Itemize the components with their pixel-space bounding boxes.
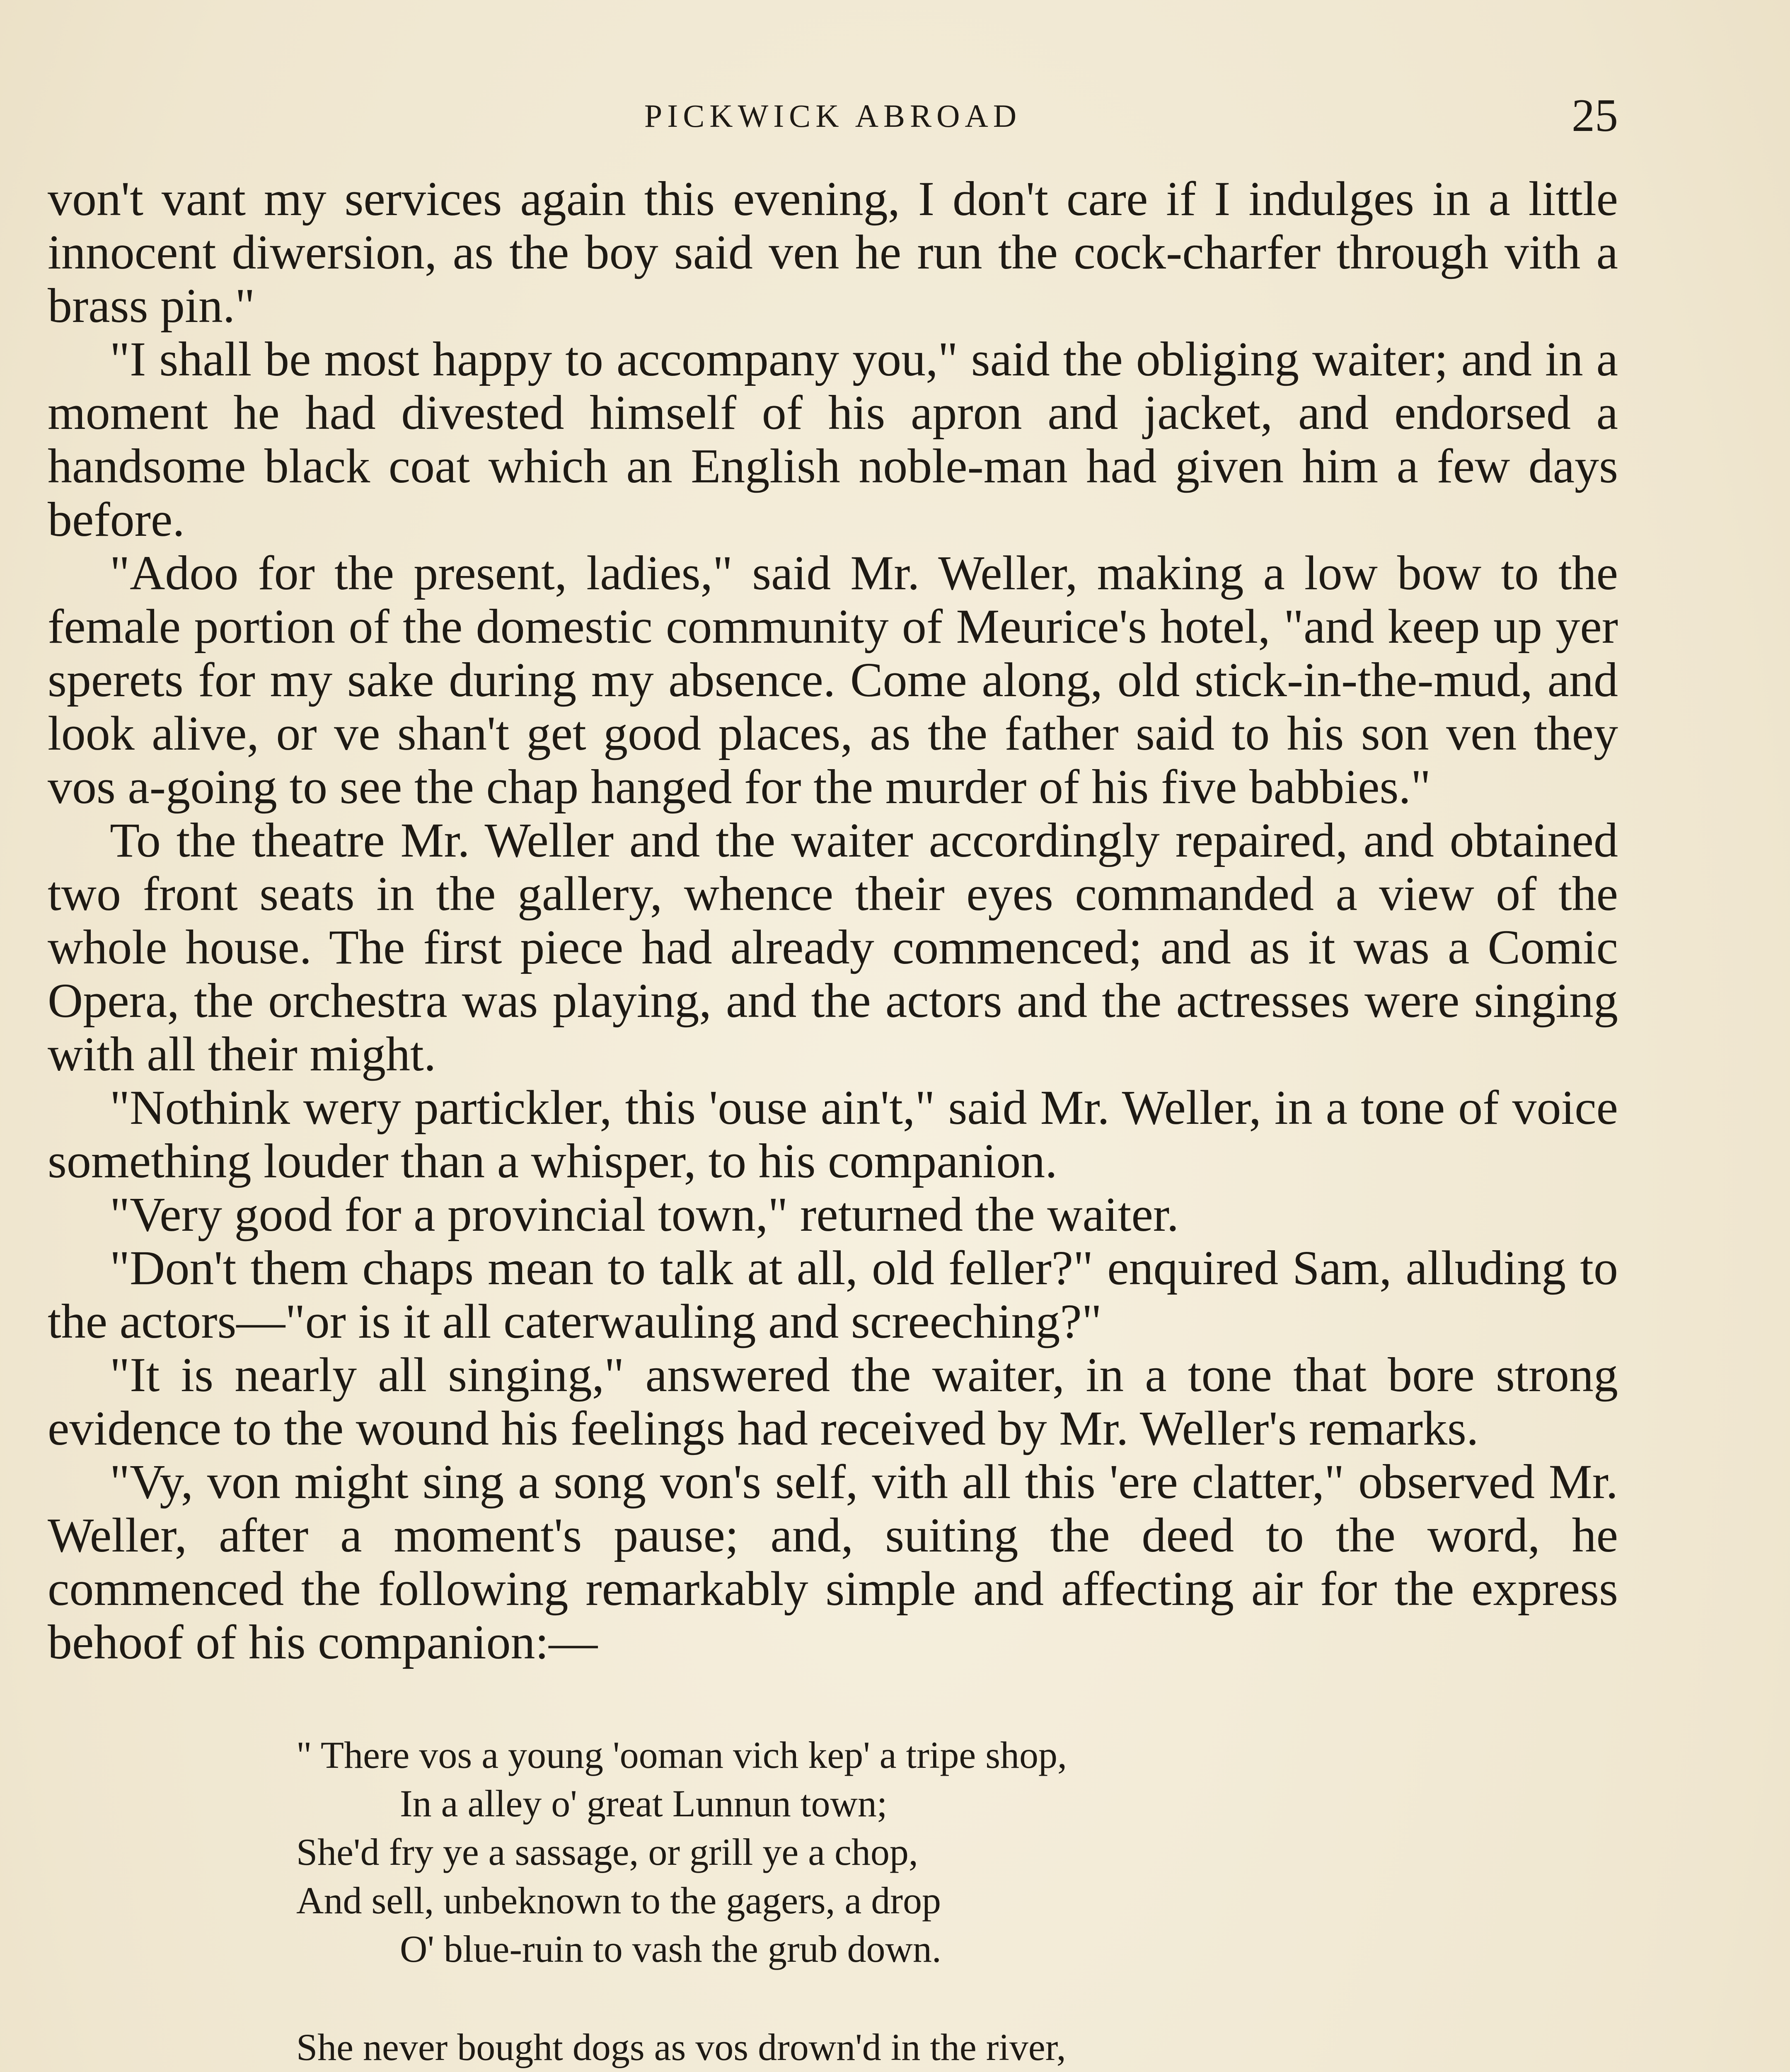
running-head (48, 89, 1618, 147)
song-line: She never bought dogs as vos drown'd in the river, (296, 2026, 1066, 2068)
song-line: " There vos a young 'ooman vich kep' a tripe shop, (296, 1734, 1067, 1776)
paragraph: "Nothink wery partickler, this 'ouse ain't," said Mr. Weller, in a tone of voice something louder than a whisper, to his companion. (48, 1080, 1618, 1188)
paragraph: "Vy, von might sing a song von's self, vith all this 'ere clatter," observed Mr. Weller, after a moment's pause; and, suiting the deed to the word, he commenced the following remarkably simple and affecting air for the express behoof of his companion:— (48, 1455, 1618, 1669)
running-title: PICKWICK ABROAD (644, 98, 1022, 134)
paragraph: "I shall be most happy to accompany you," said the obliging waiter; and in a moment he had divested himself of his apron and jacket, and endorsed a handsome black coat which an English noble-man had given him a few days before. (48, 332, 1618, 547)
body-text (48, 172, 1618, 2072)
song-line: She'd fry ye a sassage, or grill ye a chop, (296, 1831, 918, 1873)
song-verse (296, 1731, 1618, 2072)
page-number: 25 (1572, 90, 1618, 141)
paragraph: "Adoo for the present, ladies," said Mr. Weller, making a low bow to the female portion of the domestic community of Meurice's hotel, "and keep up yer sperets for my sake during my absence. Come along, old stick-in-the-mud, and look alive, or ve shan't get good places, as the father said to his son ven they vos a-going to see the chap hanged for the murder of his five babbies." (48, 546, 1618, 814)
paragraph: von't vant my services again this evening, I don't care if I indulges in a little innocent diwersion, as the boy said ven he run the cock-charfer through vith a brass pin." (48, 172, 1618, 333)
paragraph: "Very good for a provincial town," returned the waiter. (110, 1187, 1179, 1242)
song-stanza (296, 2023, 1618, 2072)
song-line: In a alley o' great Lunnun town; (400, 1782, 888, 1825)
song-line: O' blue-ruin to vash the grub down. (400, 1928, 941, 1970)
song-stanza (296, 1731, 1618, 1973)
paragraph: To the theatre Mr. Weller and the waiter accordingly repaired, and obtained two front seats in the gallery, whence their eyes commanded a view of the whole house. The first piece had already commenced; and as it was a Comic Opera, the orchestra was playing, and the actors and the actresses were singing with all their might. (48, 813, 1618, 1081)
paragraph: "Don't them chaps mean to talk at all, old feller?" enquired Sam, alluding to the actors—"or is it all caterwauling and screeching?" (48, 1241, 1618, 1348)
paragraph: "It is nearly all singing," answered the waiter, in a tone that bore strong evidence to the wound his feelings had received by Mr. Weller's remarks. (48, 1348, 1618, 1455)
song-line: And sell, unbeknown to the gagers, a drop (296, 1879, 941, 1922)
